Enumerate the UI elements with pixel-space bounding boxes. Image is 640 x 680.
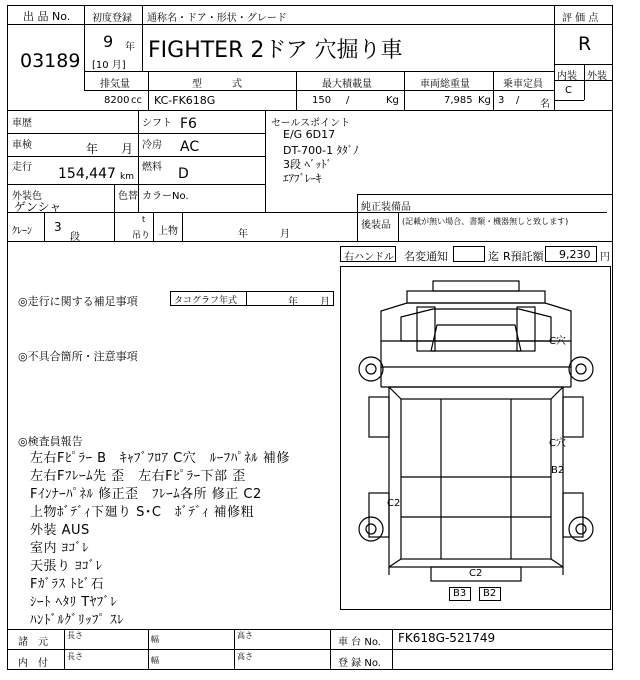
- capacity-value: 3: [498, 95, 505, 106]
- inspector-line-2: 左右Fﾌﾚｰﾑ先 歪 左右Fﾋﾟﾗｰ下部 歪: [30, 469, 246, 484]
- recycle-value: 9,230: [559, 248, 591, 261]
- inspector-line-8: Fｶﾞﾗｽ ﾄﾋﾞ石: [30, 577, 105, 592]
- mileage-unit: km: [120, 172, 134, 182]
- genuine-label: 純正装備品: [361, 202, 411, 213]
- inspection-month-unit: 月: [121, 142, 134, 156]
- score-label: 評 価 点: [562, 13, 599, 24]
- lot-no-label: 出 品 No.: [23, 10, 71, 23]
- first-reg-label: 初度登録: [92, 13, 132, 24]
- inspector-label: ◎検査員報告: [18, 435, 83, 448]
- chassis-no: FK618G-521749: [398, 631, 496, 645]
- vehicle-name: FIGHTER 2ドア 穴掘り車: [148, 38, 403, 63]
- capacity-label: 乗車定員: [503, 79, 543, 90]
- first-reg-year: 9: [103, 32, 114, 51]
- max-load-slash: /: [346, 95, 350, 106]
- displacement-unit: cc: [131, 95, 142, 106]
- interior-grade: C: [565, 85, 572, 96]
- aftermarket-label: 後装品: [361, 220, 391, 231]
- exterior-label: 外装: [587, 71, 607, 82]
- footer-length-label: 長さ: [67, 631, 83, 640]
- drive-side: 右ハンドル: [344, 252, 394, 263]
- footer-width-label: 幅: [151, 635, 159, 644]
- inspection-label: 車検: [12, 140, 32, 151]
- reg-label: 登 録 No.: [338, 658, 381, 669]
- mark-right-rear: B2: [551, 465, 565, 476]
- inspector-line-3: Fｲﾝﾅｰﾊﾟﾈﾙ 修正歪 ﾌﾚｰﾑ各所 修正 C2: [30, 487, 262, 502]
- upper-label: 上物: [158, 226, 178, 237]
- inspector-line-1: 左右Fﾋﾟﾗｰ B ｷｬﾌﾞﾌﾛｱ C穴 ﾙｰﾌﾊﾟﾈﾙ 補修: [30, 451, 290, 466]
- mark-left-rear: C2: [387, 498, 401, 509]
- score: R: [578, 33, 592, 55]
- lot-no: 03189: [20, 50, 81, 72]
- sales-point-3: 3段 ﾍﾞｯﾄﾞ: [283, 158, 332, 171]
- mark-rear-box-left: B3: [449, 587, 471, 601]
- first-reg-month: [10 月]: [92, 60, 126, 71]
- sales-point-1: E/G 6D17: [283, 128, 336, 141]
- year-unit: 年: [125, 42, 135, 53]
- inspector-line-4: 上物ﾎﾞﾃﾞｨ下廻り S･C ﾎﾞﾃﾞｨ 補修粗: [30, 505, 255, 520]
- inspection-year-unit: 年: [86, 142, 99, 156]
- gross-weight-label: 車両総重量: [420, 79, 470, 90]
- chassis-label: 車 台 No.: [338, 637, 381, 648]
- capacity-unit: 名: [540, 99, 550, 110]
- max-load-unit: Kg: [386, 95, 399, 106]
- upper-year-unit: 年: [238, 229, 248, 240]
- max-load-label: 最大積載量: [322, 79, 372, 90]
- name-change-label: 名変通知: [404, 250, 448, 263]
- inspector-line-7: 天張り ﾖｺﾞﾚ: [30, 559, 103, 574]
- crane-t: t: [142, 215, 146, 224]
- color-no-label2: カラーNo.: [142, 191, 189, 202]
- color-label: 外装色: [12, 191, 42, 202]
- tacho-year-unit: 年: [288, 297, 298, 308]
- shift-label: シフト: [142, 118, 172, 129]
- inspector-line-5: 外装 AUS: [30, 523, 90, 538]
- recycle-unit: 円: [600, 252, 610, 263]
- color-no-label: 色替: [118, 191, 138, 202]
- crane-hoist: 吊り: [132, 231, 151, 241]
- mark-rear-box-right: B2: [479, 587, 501, 601]
- footer-spec-label: 諸 元: [18, 637, 48, 648]
- deadline-label: 迄: [488, 250, 499, 263]
- crane-value: 3: [54, 220, 62, 234]
- capacity-slash: /: [516, 95, 520, 106]
- footer-width-label-2: 幅: [151, 656, 159, 665]
- model-label: 型 式: [192, 79, 242, 90]
- ac-label: 冷房: [142, 140, 162, 151]
- upper-month-unit: 月: [280, 229, 290, 240]
- max-load-value: 150: [312, 95, 332, 106]
- inspector-line-6: 室内 ﾖｺﾞﾚ: [30, 541, 90, 556]
- footer-length-label-2: 長さ: [67, 652, 83, 661]
- truck-outline: [341, 267, 612, 611]
- inspector-line-10: ﾊﾝﾄﾞﾙｸﾞﾘｯﾌﾟ ｽﾚ: [30, 613, 125, 628]
- interior-label: 内装: [557, 71, 577, 82]
- mark-front-right: C穴: [549, 336, 566, 347]
- crane-unit: 段: [70, 232, 80, 243]
- sales-point-2: DT-700-1 ﾀﾀﾞﾉ: [283, 144, 359, 157]
- tacho-label: タコグラフ年式: [174, 296, 238, 306]
- mileage-label: 走行: [12, 162, 32, 173]
- footer-attach-label: 内 付: [18, 658, 48, 669]
- shift-value: F6: [180, 116, 197, 132]
- footer-height-label: 高さ: [237, 631, 253, 640]
- defects-label: ◎不具合箇所・注意事項: [18, 350, 138, 363]
- gross-weight-value: 7,985: [444, 95, 473, 106]
- name-header: 通称名・ドア・形状・グレード: [147, 13, 287, 24]
- aftermarket-note: (記載が無い場合、書類・機器無しと致します): [402, 217, 569, 226]
- truck-diagram: [340, 266, 611, 610]
- recycle-label: R預託額: [503, 250, 544, 263]
- sales-points-label: セールスポイント: [271, 118, 351, 129]
- ac-value: AC: [180, 139, 200, 155]
- mark-rear: C2: [469, 568, 483, 579]
- crane-label: ｸﾚｰﾝ: [12, 226, 32, 237]
- tacho-month-unit: 月: [320, 297, 330, 308]
- mark-right-mid: C穴: [549, 438, 566, 449]
- displacement-label: 排気量: [100, 79, 130, 90]
- mileage-value: 154,447: [58, 166, 116, 182]
- fuel-value: D: [178, 166, 189, 182]
- model-value: KC-FK618G: [154, 94, 216, 107]
- history-label: 車歴: [12, 118, 32, 129]
- inspector-line-9: ｼｰﾄ ﾍﾀﾘ Tﾔﾌﾞﾚ: [30, 595, 118, 610]
- displacement-value: 8200: [104, 95, 130, 106]
- fuel-label: 燃料: [142, 162, 162, 173]
- gross-weight-unit: Kg: [478, 95, 491, 106]
- color-value: ゲンシャ: [14, 200, 62, 214]
- footer-height-label-2: 高さ: [237, 652, 253, 661]
- driving-notes-label: ◎走行に関する補足事項: [18, 295, 138, 308]
- sales-point-4: ｴｱﾌﾞﾚｰｷ: [283, 172, 322, 185]
